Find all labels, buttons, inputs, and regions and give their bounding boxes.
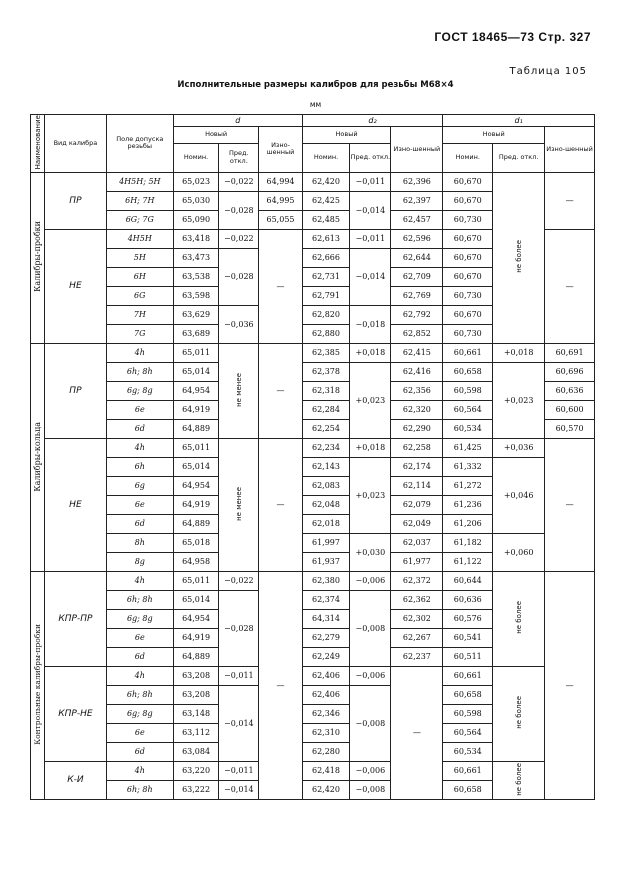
table-cell: 64,995 <box>259 191 302 210</box>
table-cell: 64,889 <box>173 419 218 438</box>
table-cell: 62,267 <box>391 628 443 647</box>
table-cell: 60,598 <box>443 381 493 400</box>
unit-label: мм <box>309 100 322 109</box>
table-cell: 8h <box>106 533 173 552</box>
table-cell: 60,658 <box>443 685 493 704</box>
table-cell: −0,014 <box>219 780 259 799</box>
table-cell: 62,425 <box>302 191 350 210</box>
table-cell: 6h; 8h <box>106 362 173 381</box>
table-cell: 62,372 <box>391 571 443 590</box>
table-cell: 61,122 <box>443 552 493 571</box>
table-cell: −0,018 <box>350 305 391 343</box>
table-cell: −0,028 <box>219 191 259 229</box>
table-cell: — <box>545 229 595 343</box>
table-cell: 64,954 <box>173 609 218 628</box>
table-cell: 60,576 <box>443 609 493 628</box>
table-cell: 62,290 <box>391 419 443 438</box>
table-cell: 63,598 <box>173 286 218 305</box>
table-cell: 60,564 <box>443 723 493 742</box>
table-cell: 65,023 <box>173 172 218 191</box>
table-cell: 62,852 <box>391 324 443 343</box>
col-d-new: Новый <box>173 127 259 144</box>
table-title: Исполнительные размеры калибров для резьбы М68×4 <box>177 80 454 90</box>
table-cell: 65,090 <box>173 210 218 229</box>
table-cell: 6e <box>106 495 173 514</box>
table-cell: 6G <box>106 286 173 305</box>
table-cell: 60,696 <box>545 362 595 381</box>
table-cell: +0,060 <box>493 533 545 571</box>
table-cell: 60,658 <box>443 362 493 381</box>
table-cell: −0,022 <box>219 571 259 590</box>
table-cell: 60,730 <box>443 324 493 343</box>
table-cell: 62,416 <box>391 362 443 381</box>
table-cell: 6e <box>106 628 173 647</box>
col-d-dev: Пред. откл. <box>219 143 259 172</box>
table-cell: 65,014 <box>173 590 218 609</box>
table-cell: 60,670 <box>443 248 493 267</box>
table-cell: 62,356 <box>391 381 443 400</box>
table-cell: 60,636 <box>545 381 595 400</box>
table-cell: +0,036 <box>493 438 545 457</box>
table-cell: 6g <box>106 476 173 495</box>
group-plug: Калибры-пробки <box>31 172 45 343</box>
table-cell: 60,670 <box>443 305 493 324</box>
table-cell: 62,792 <box>391 305 443 324</box>
table-cell: 62,709 <box>391 267 443 286</box>
table-cell: 60,564 <box>443 400 493 419</box>
table-cell: 63,084 <box>173 742 218 761</box>
table-cell: 63,418 <box>173 229 218 248</box>
table-cell: 62,644 <box>391 248 443 267</box>
table-cell: −0,011 <box>219 761 259 780</box>
table-cell: 60,636 <box>443 590 493 609</box>
col-d2: d₂ <box>302 115 443 127</box>
table-cell: 62,666 <box>302 248 350 267</box>
note-ne-bolee: не более <box>493 761 545 799</box>
table-cell: 4h <box>106 438 173 457</box>
table-cell: 64,994 <box>259 172 302 191</box>
table-cell: 63,629 <box>173 305 218 324</box>
table-cell: 6h; 8h <box>106 780 173 799</box>
table-cell: +0,023 <box>493 362 545 438</box>
table-cell: 60,661 <box>443 666 493 685</box>
table-cell: — <box>545 172 595 229</box>
table-cell: 6g; 8g <box>106 381 173 400</box>
table-cell: 62,254 <box>302 419 350 438</box>
table-cell: 63,148 <box>173 704 218 723</box>
table-cell: 6e <box>106 723 173 742</box>
col-d-nominal: Номин. <box>173 143 218 172</box>
table-cell: 4h <box>106 571 173 590</box>
table-cell: −0,011 <box>350 172 391 191</box>
table-cell: — <box>545 571 595 799</box>
table-cell: 61,236 <box>443 495 493 514</box>
table-cell: 62,037 <box>391 533 443 552</box>
gauge-type: НЕ <box>45 438 107 571</box>
table-cell: 61,425 <box>443 438 493 457</box>
table-cell: 62,769 <box>391 286 443 305</box>
table-cell: −0,006 <box>350 666 391 685</box>
table-cell: −0,008 <box>350 590 391 666</box>
table-cell: 65,011 <box>173 438 218 457</box>
table-cell: 64,919 <box>173 495 218 514</box>
table-cell: 62,284 <box>302 400 350 419</box>
table-cell: 62,310 <box>302 723 350 742</box>
table-cell: 63,473 <box>173 248 218 267</box>
table-cell: — <box>391 666 443 799</box>
col-d2-nominal: Номин. <box>302 143 350 172</box>
table-cell: 60,670 <box>443 267 493 286</box>
table-cell: 62,083 <box>302 476 350 495</box>
table-cell: 4H5H; 5H <box>106 172 173 191</box>
note-ne-menee: не менее <box>219 438 259 571</box>
table-cell: 64,889 <box>173 514 218 533</box>
table-cell: 62,362 <box>391 590 443 609</box>
dimensions-table <box>30 114 595 800</box>
group-ring: Калибры-кольца <box>31 343 45 571</box>
table-cell: −0,022 <box>219 229 259 248</box>
table-cell: 62,346 <box>302 704 350 723</box>
page-header: ГОСТ 18465—73 Стр. 327 <box>434 30 591 44</box>
table-cell: 63,220 <box>173 761 218 780</box>
table-cell: +0,018 <box>350 438 391 457</box>
table-cell: 62,820 <box>302 305 350 324</box>
table-cell: −0,006 <box>350 761 391 780</box>
table-cell: 60,600 <box>545 400 595 419</box>
table-cell: 6d <box>106 742 173 761</box>
table-number: Таблица 105 <box>509 66 587 77</box>
table-cell: 61,997 <box>302 533 350 552</box>
table-cell: 62,406 <box>302 685 350 704</box>
table-cell: 60,511 <box>443 647 493 666</box>
table-cell: 60,730 <box>443 286 493 305</box>
table-cell: 62,406 <box>302 666 350 685</box>
table-cell: 62,457 <box>391 210 443 229</box>
table-cell: 64,958 <box>173 552 218 571</box>
table-cell: 6G; 7G <box>106 210 173 229</box>
table-cell: 64,889 <box>173 647 218 666</box>
table-cell: −0,011 <box>350 229 391 248</box>
table-cell: 62,880 <box>302 324 350 343</box>
table-cell: 62,418 <box>302 761 350 780</box>
table-cell: 4H5H <box>106 229 173 248</box>
table-cell: 6h; 8h <box>106 590 173 609</box>
group-control-plug: Контрольные калибры-пробки <box>31 571 45 799</box>
table-cell: 60,670 <box>443 229 493 248</box>
table-cell: 62,079 <box>391 495 443 514</box>
table-cell: −0,014 <box>350 248 391 305</box>
table-cell: 62,397 <box>391 191 443 210</box>
table-cell: 62,380 <box>302 571 350 590</box>
col-gauge-type: Вид калибра <box>45 115 107 173</box>
table-cell: 62,613 <box>302 229 350 248</box>
table-cell: 60,598 <box>443 704 493 723</box>
table-cell: 62,237 <box>391 647 443 666</box>
col-d-worn: Изно-шенный <box>259 127 302 173</box>
col-d1-nominal: Номин. <box>443 143 493 172</box>
table-cell: +0,018 <box>350 343 391 362</box>
table-cell: 6h; 8h <box>106 685 173 704</box>
note-ne-menee: не менее <box>219 343 259 438</box>
col-d1: d₁ <box>443 115 595 127</box>
table-cell: 65,014 <box>173 362 218 381</box>
table-cell: 6H <box>106 267 173 286</box>
note-ne-bolee: не более <box>493 172 545 343</box>
table-cell: −0,011 <box>219 666 259 685</box>
table-cell: 60,541 <box>443 628 493 647</box>
gauge-type: КПР-ПР <box>45 571 107 666</box>
table-cell: 62,114 <box>391 476 443 495</box>
gauge-type: К-И <box>45 761 107 799</box>
table-cell: +0,030 <box>350 533 391 571</box>
table-cell: 65,014 <box>173 457 218 476</box>
table-cell: 62,731 <box>302 267 350 286</box>
table-cell: 4h <box>106 343 173 362</box>
table-cell: 6d <box>106 514 173 533</box>
table-cell: 8g <box>106 552 173 571</box>
col-d2-new: Новый <box>302 127 391 144</box>
table-cell: — <box>259 343 302 438</box>
col-d1-new: Новый <box>443 127 545 144</box>
gauge-type: ПР <box>45 172 107 229</box>
table-cell: −0,036 <box>219 305 259 343</box>
table-cell: +0,046 <box>493 457 545 533</box>
table-cell: — <box>259 571 302 799</box>
table-cell: 4h <box>106 761 173 780</box>
table-cell: 5H <box>106 248 173 267</box>
table-cell: 60,730 <box>443 210 493 229</box>
table-cell: 62,302 <box>391 609 443 628</box>
table-cell: 60,691 <box>545 343 595 362</box>
table-cell: 60,534 <box>443 419 493 438</box>
table-cell: 6H; 7H <box>106 191 173 210</box>
table-cell: +0,023 <box>350 362 391 438</box>
table-cell: 63,222 <box>173 780 218 799</box>
col-tolerance: Поле допуска резьбы <box>106 115 173 173</box>
table-cell: −0,028 <box>219 590 259 666</box>
table-cell: 62,249 <box>302 647 350 666</box>
col-d: d <box>173 115 302 127</box>
table-cell: 62,415 <box>391 343 443 362</box>
table-cell: −0,022 <box>219 172 259 191</box>
table-cell: 62,318 <box>302 381 350 400</box>
table-cell: 62,048 <box>302 495 350 514</box>
table-cell: 62,420 <box>302 172 350 191</box>
table-cell: 7H <box>106 305 173 324</box>
table-cell: +0,023 <box>350 457 391 533</box>
table-cell: −0,014 <box>350 191 391 229</box>
table-cell: 6d <box>106 419 173 438</box>
table-cell: 65,030 <box>173 191 218 210</box>
table-cell: 61,332 <box>443 457 493 476</box>
table-cell: 61,206 <box>443 514 493 533</box>
table-cell: −0,008 <box>350 685 391 761</box>
note-ne-bolee: не более <box>493 666 545 761</box>
col-name: Наименование <box>31 115 45 173</box>
table-cell: 61,977 <box>391 552 443 571</box>
table-cell: 60,658 <box>443 780 493 799</box>
table-cell: — <box>545 438 595 571</box>
table-cell: 64,919 <box>173 628 218 647</box>
table-cell: 60,570 <box>545 419 595 438</box>
col-d1-worn: Изно-шенный <box>545 127 595 173</box>
table-cell: 65,011 <box>173 343 218 362</box>
table-cell: 65,018 <box>173 533 218 552</box>
table-cell: 4h <box>106 666 173 685</box>
table-cell: 6g; 8g <box>106 704 173 723</box>
table-cell: 60,661 <box>443 761 493 780</box>
table-cell: 62,385 <box>302 343 350 362</box>
table-cell: 60,661 <box>443 343 493 362</box>
table-cell: 61,272 <box>443 476 493 495</box>
table-cell: 60,534 <box>443 742 493 761</box>
table-cell: 62,258 <box>391 438 443 457</box>
table-cell: 6g; 8g <box>106 609 173 628</box>
col-d2-dev: Пред. откл. <box>350 143 391 172</box>
table-cell: 60,670 <box>443 191 493 210</box>
table-cell: 62,320 <box>391 400 443 419</box>
table-cell: 63,538 <box>173 267 218 286</box>
col-d2-worn: Изно-шенный <box>391 127 443 173</box>
table-cell: 64,919 <box>173 400 218 419</box>
table-cell: 63,112 <box>173 723 218 742</box>
table-cell: 62,485 <box>302 210 350 229</box>
table-cell: −0,014 <box>219 685 259 761</box>
table-cell: 62,374 <box>302 590 350 609</box>
table-cell: 62,596 <box>391 229 443 248</box>
table-cell: 62,049 <box>391 514 443 533</box>
col-d1-dev: Пред. откл. <box>493 143 545 172</box>
gauge-type: НЕ <box>45 229 107 343</box>
table-cell: −0,008 <box>350 780 391 799</box>
table-cell: — <box>259 229 302 343</box>
table-cell: 62,234 <box>302 438 350 457</box>
table-cell: 6e <box>106 400 173 419</box>
gauge-type: ПР <box>45 343 107 438</box>
table-cell: 60,670 <box>443 172 493 191</box>
table-cell: 65,011 <box>173 571 218 590</box>
table-cell: 62,018 <box>302 514 350 533</box>
note-ne-bolee: не более <box>493 571 545 666</box>
table-cell: 6d <box>106 647 173 666</box>
table-cell: 62,279 <box>302 628 350 647</box>
table-cell: 64,314 <box>302 609 350 628</box>
table-cell: — <box>259 438 302 571</box>
table-cell: 63,689 <box>173 324 218 343</box>
table-cell: 60,644 <box>443 571 493 590</box>
table-cell: 61,182 <box>443 533 493 552</box>
table-cell: 7G <box>106 324 173 343</box>
table-cell: −0,028 <box>219 248 259 305</box>
table-cell: 62,791 <box>302 286 350 305</box>
table-cell: 62,174 <box>391 457 443 476</box>
table-cell: −0,006 <box>350 571 391 590</box>
table-cell: 63,208 <box>173 685 218 704</box>
table-cell: 64,954 <box>173 381 218 400</box>
table-cell: 62,396 <box>391 172 443 191</box>
table-cell: 62,143 <box>302 457 350 476</box>
table-cell: 6h <box>106 457 173 476</box>
table-cell: 62,420 <box>302 780 350 799</box>
table-cell: 62,280 <box>302 742 350 761</box>
table-cell: 61,937 <box>302 552 350 571</box>
table-cell: 64,954 <box>173 476 218 495</box>
table-cell: 63,208 <box>173 666 218 685</box>
gauge-type: КПР-НЕ <box>45 666 107 761</box>
table-cell: 62,378 <box>302 362 350 381</box>
table-cell: 65,055 <box>259 210 302 229</box>
table-cell: +0,018 <box>493 343 545 362</box>
